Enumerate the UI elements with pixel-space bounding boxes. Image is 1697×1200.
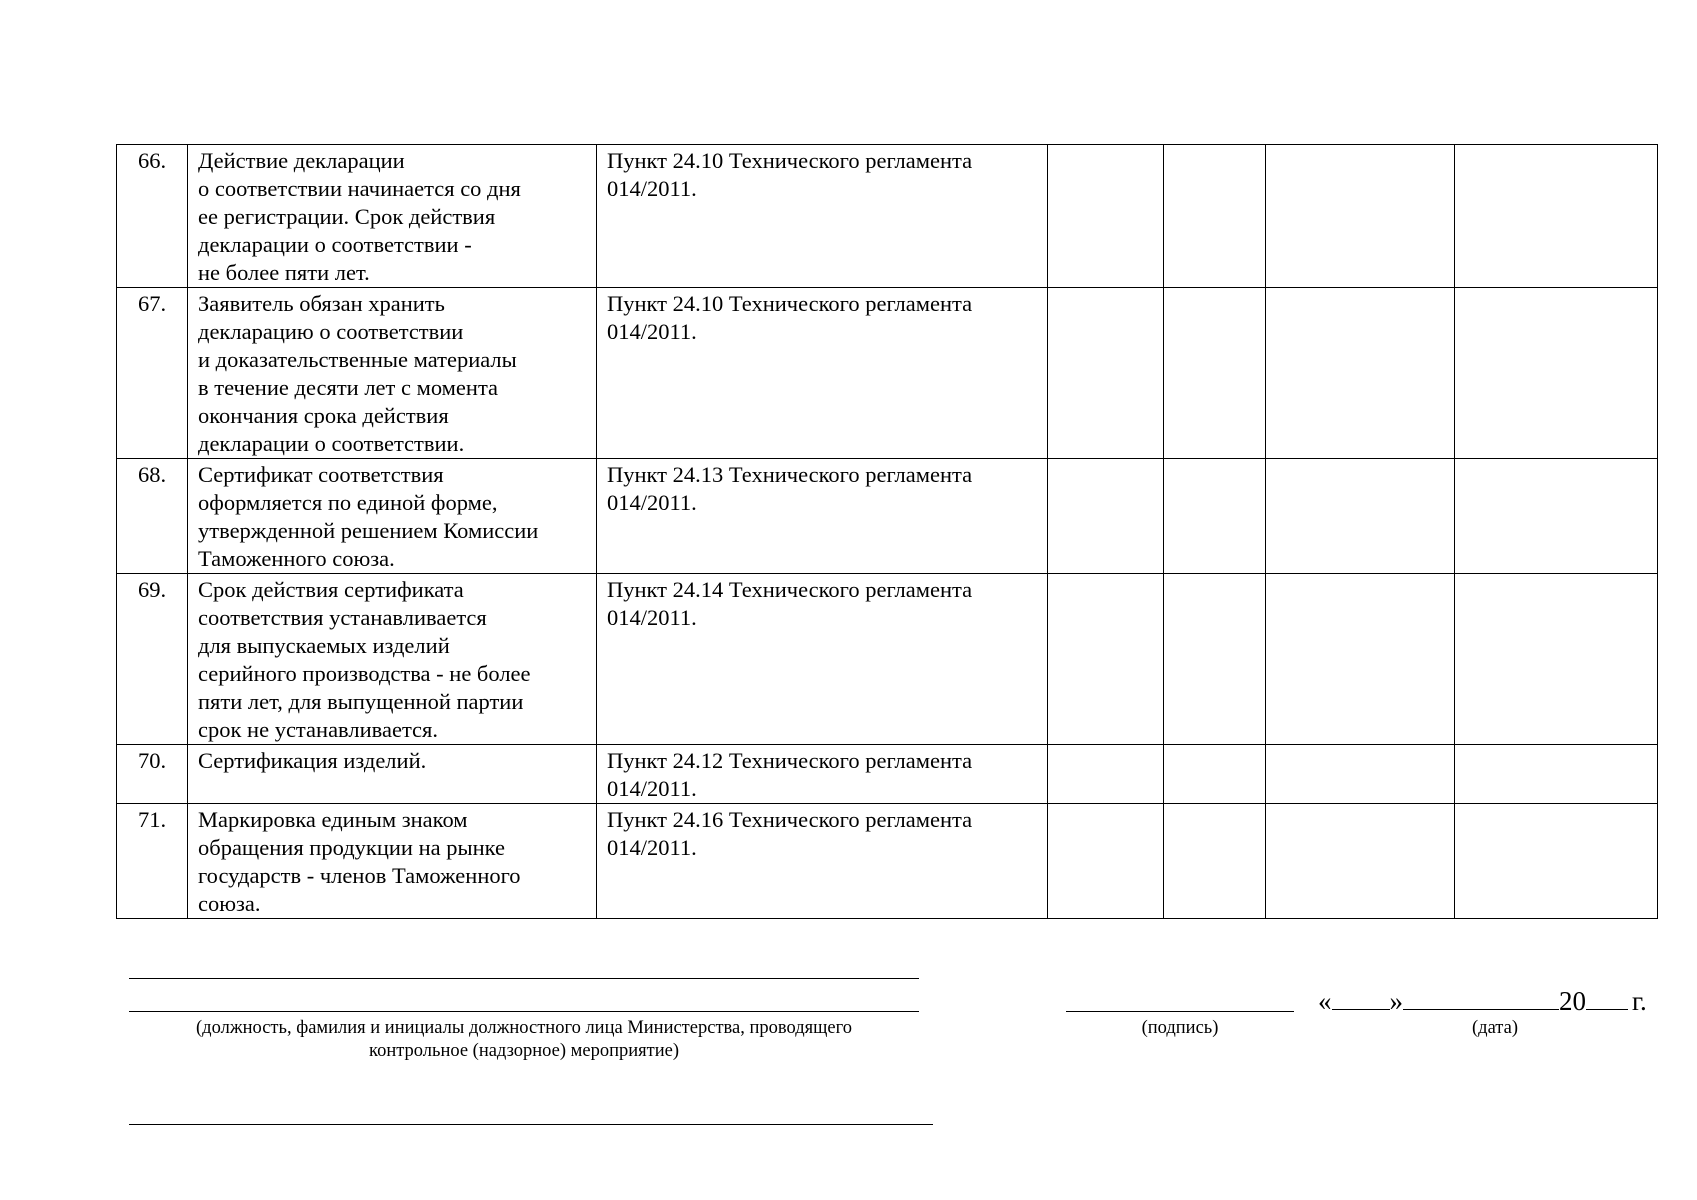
answer-cell[interactable] bbox=[1455, 145, 1658, 288]
answer-cell[interactable] bbox=[1455, 574, 1658, 745]
reference-line: 014/2011. bbox=[607, 835, 697, 860]
reference-line: Пункт 24.10 Технического регламента bbox=[607, 148, 973, 173]
requirement-line: ее регистрации. Срок действия bbox=[198, 204, 496, 229]
requirement-line: декларации о соответствии - bbox=[198, 232, 472, 257]
requirement-line: Таможенного союза. bbox=[198, 546, 395, 571]
official-caption-line-2: контрольное (надзорное) мероприятие) bbox=[369, 1041, 679, 1061]
row-number-cell: 70. bbox=[117, 745, 188, 804]
requirement-line: Сертификат соответствия bbox=[198, 462, 444, 487]
requirement-line: утвержденной решением Комиссии bbox=[198, 518, 539, 543]
row-number-cell: 68. bbox=[117, 459, 188, 574]
row-number-cell: 69. bbox=[117, 574, 188, 745]
reference-line: 014/2011. bbox=[607, 176, 697, 201]
answer-cell[interactable] bbox=[1266, 745, 1455, 804]
reference-line: 014/2011. bbox=[607, 490, 697, 515]
answer-cell[interactable] bbox=[1164, 745, 1266, 804]
answer-cell[interactable] bbox=[1048, 745, 1164, 804]
date-year-prefix: 20 bbox=[1559, 986, 1586, 1016]
row-number-cell: 67. bbox=[117, 288, 188, 459]
answer-cell[interactable] bbox=[1266, 459, 1455, 574]
signature-caption: (подпись) bbox=[1141, 1018, 1219, 1038]
reference-line: Пункт 24.16 Технического регламента bbox=[607, 807, 973, 832]
checklist-table bbox=[116, 144, 1658, 919]
reference-line: Пункт 24.12 Технического регламента bbox=[607, 748, 973, 773]
reference-cell bbox=[597, 459, 1048, 574]
requirement-line: пяти лет, для выпущенной партии bbox=[198, 689, 524, 714]
reference-line: Пункт 24.10 Технического регламента bbox=[607, 291, 973, 316]
answer-cell[interactable] bbox=[1164, 145, 1266, 288]
requirement-cell bbox=[188, 288, 597, 459]
reference-line: 014/2011. bbox=[607, 319, 697, 344]
requirement-line: в течение десяти лет с момента bbox=[198, 375, 499, 400]
table-row bbox=[117, 804, 1658, 919]
official-line-1 bbox=[129, 978, 919, 979]
date-year-suffix: г. bbox=[1632, 986, 1647, 1016]
answer-cell[interactable] bbox=[1048, 145, 1164, 288]
requirement-line: Заявитель обязан хранить bbox=[198, 291, 445, 316]
table-row bbox=[117, 459, 1658, 574]
answer-cell[interactable] bbox=[1164, 804, 1266, 919]
date-open-quote: « bbox=[1318, 986, 1332, 1016]
signature-line bbox=[1066, 1011, 1294, 1012]
reference-cell bbox=[597, 574, 1048, 745]
reference-line: 014/2011. bbox=[607, 776, 697, 801]
bottom-line bbox=[129, 1124, 933, 1125]
reference-cell bbox=[597, 745, 1048, 804]
requirement-line: Действие декларации bbox=[198, 148, 405, 173]
date-year-blank bbox=[1586, 985, 1628, 1010]
checklist-table-body bbox=[117, 145, 1658, 919]
answer-cell[interactable] bbox=[1164, 288, 1266, 459]
answer-cell[interactable] bbox=[1164, 459, 1266, 574]
reference-line: Пункт 24.13 Технического регламента bbox=[607, 462, 973, 487]
official-line-2 bbox=[129, 1011, 919, 1012]
answer-cell[interactable] bbox=[1164, 574, 1266, 745]
answer-cell[interactable] bbox=[1266, 145, 1455, 288]
requirement-line: союза. bbox=[198, 891, 261, 916]
table-row bbox=[117, 574, 1658, 745]
requirement-line: серийного производства - не более bbox=[198, 661, 531, 686]
date-caption: (дата) bbox=[1472, 1018, 1518, 1038]
date-close-quote: » bbox=[1389, 986, 1403, 1016]
answer-cell[interactable] bbox=[1048, 288, 1164, 459]
row-number-cell: 71. bbox=[117, 804, 188, 919]
requirement-line: оформляется по единой форме, bbox=[198, 490, 498, 515]
requirement-line: для выпускаемых изделий bbox=[198, 633, 450, 658]
requirement-line: не более пяти лет. bbox=[198, 260, 370, 285]
answer-cell[interactable] bbox=[1048, 574, 1164, 745]
requirement-line: о соответствии начинается со дня bbox=[198, 176, 521, 201]
requirement-cell bbox=[188, 574, 597, 745]
requirement-line: декларацию о соответствии bbox=[198, 319, 464, 344]
row-number-cell: 66. bbox=[117, 145, 188, 288]
requirement-cell bbox=[188, 804, 597, 919]
official-caption-line-1: (должность, фамилия и инициалы должностного лица Министерства, проводящего bbox=[196, 1018, 852, 1038]
requirement-cell bbox=[188, 145, 597, 288]
reference-cell bbox=[597, 288, 1048, 459]
requirement-line: соответствия устанавливается bbox=[198, 605, 487, 630]
table-row bbox=[117, 145, 1658, 288]
requirement-line: государств - членов Таможенного bbox=[198, 863, 521, 888]
answer-cell[interactable] bbox=[1266, 574, 1455, 745]
requirement-line: Сертификация изделий. bbox=[198, 748, 427, 773]
answer-cell[interactable] bbox=[1455, 745, 1658, 804]
date-field bbox=[1318, 985, 1647, 1016]
answer-cell[interactable] bbox=[1455, 459, 1658, 574]
answer-cell[interactable] bbox=[1455, 804, 1658, 919]
requirement-line: и доказательственные материалы bbox=[198, 347, 517, 372]
reference-cell bbox=[597, 804, 1048, 919]
answer-cell[interactable] bbox=[1455, 288, 1658, 459]
requirement-line: Маркировка единым знаком bbox=[198, 807, 468, 832]
table-row bbox=[117, 745, 1658, 804]
requirement-line: Срок действия сертификата bbox=[198, 577, 464, 602]
reference-line: Пункт 24.14 Технического регламента bbox=[607, 577, 973, 602]
requirement-cell bbox=[188, 459, 597, 574]
reference-cell bbox=[597, 145, 1048, 288]
answer-cell[interactable] bbox=[1266, 804, 1455, 919]
requirement-line: окончания срока действия bbox=[198, 403, 449, 428]
requirement-line: обращения продукции на рынке bbox=[198, 835, 505, 860]
reference-line: 014/2011. bbox=[607, 605, 697, 630]
answer-cell[interactable] bbox=[1048, 459, 1164, 574]
official-caption bbox=[129, 1017, 919, 1063]
requirement-cell bbox=[188, 745, 597, 804]
date-month-blank bbox=[1403, 985, 1559, 1010]
requirement-line: декларации о соответствии. bbox=[198, 431, 465, 456]
answer-cell[interactable] bbox=[1048, 804, 1164, 919]
table-row bbox=[117, 288, 1658, 459]
answer-cell[interactable] bbox=[1266, 288, 1455, 459]
requirement-line: срок не устанавливается. bbox=[198, 717, 439, 742]
date-day-blank bbox=[1332, 985, 1390, 1010]
